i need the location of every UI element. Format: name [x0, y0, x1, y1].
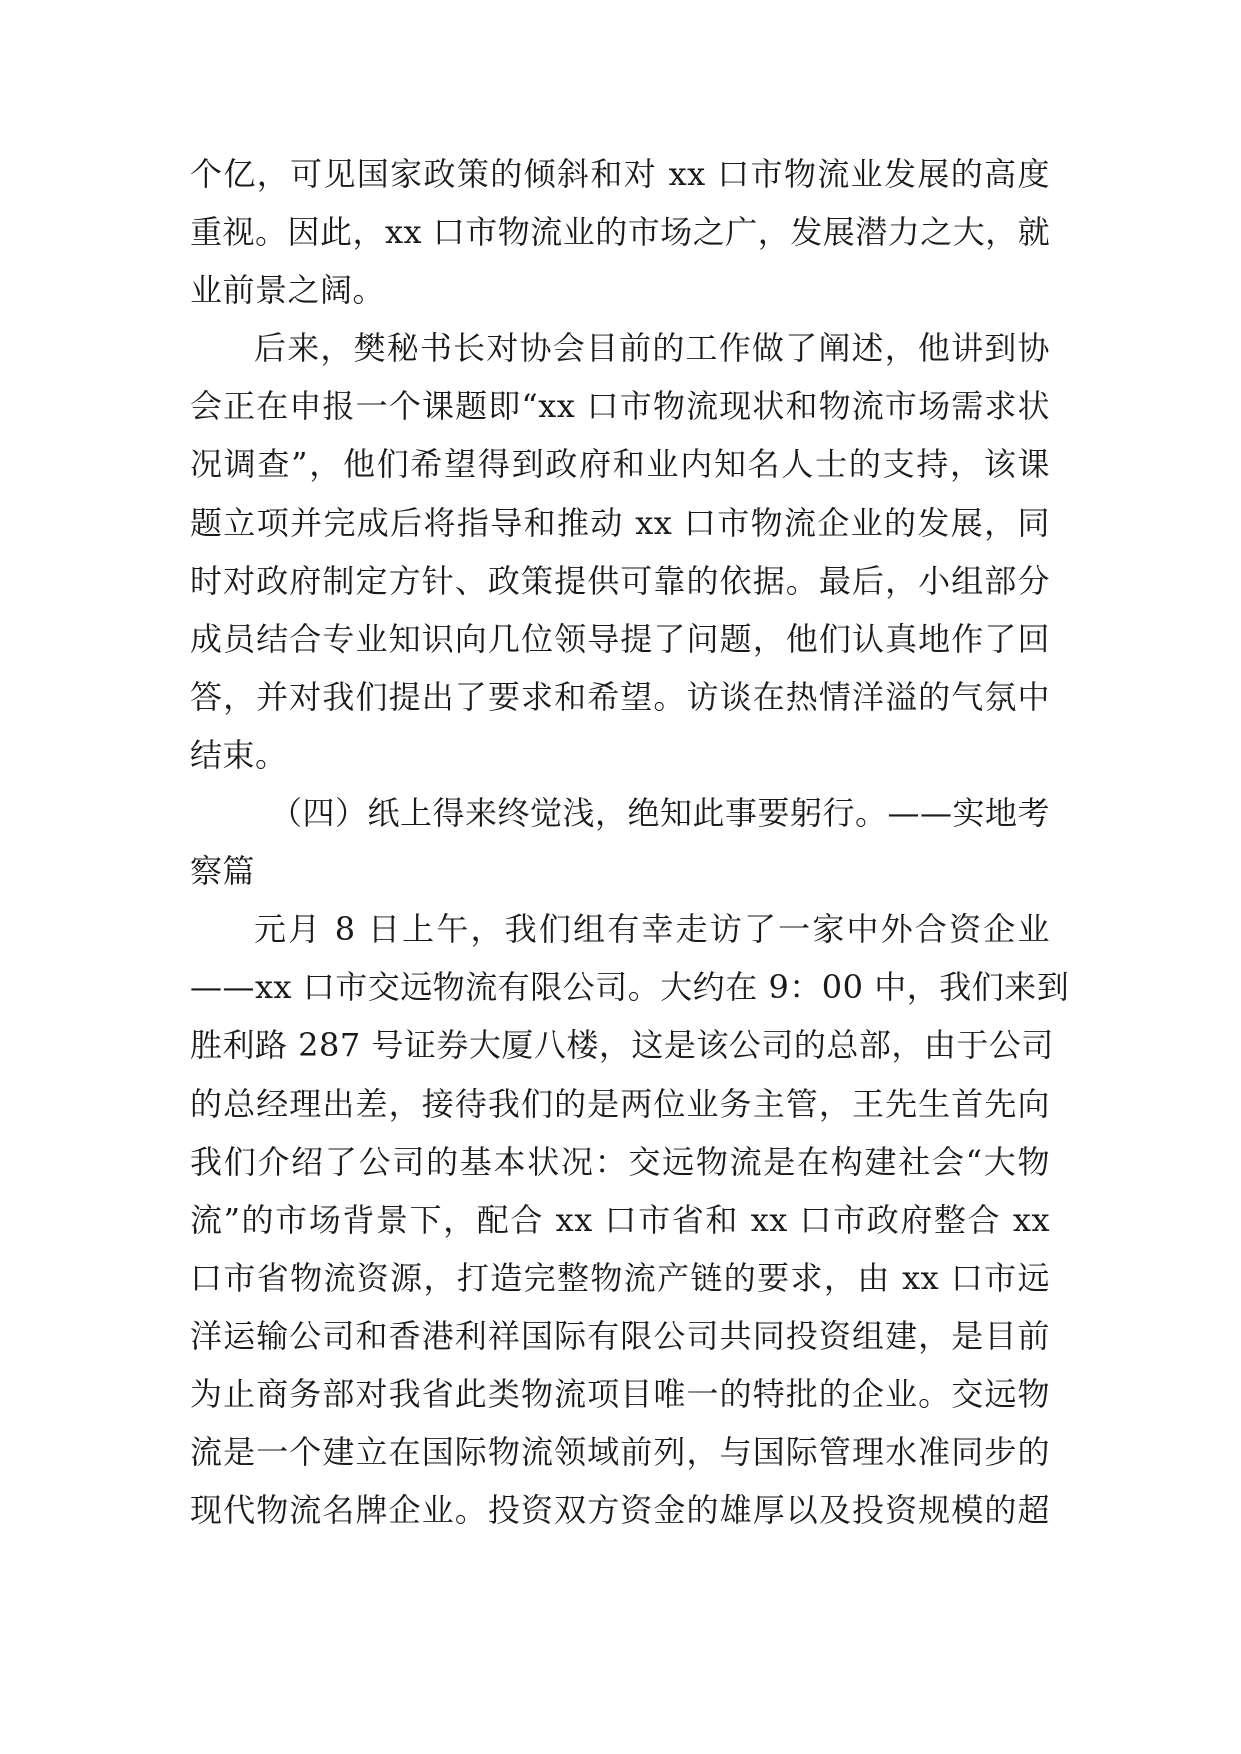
text-line: 况调查”，他们希望得到政府和业内知名人士的支持，该课 — [190, 445, 1050, 484]
text-line: 个亿，可见国家政策的倾斜和对 xx 口市物流业发展的高度 — [190, 155, 1050, 193]
text-line: 重视。因此，xx 口市物流业的市场之广，发展潜力之大，就 — [190, 213, 1051, 252]
text-line: 成员结合专业知识向几位领导提了问题，他们认真地作了回 — [190, 619, 1050, 658]
text-line: 我们介绍了公司的基本状况：交远物流是在构建社会“大物 — [190, 1142, 1050, 1181]
text-line: 口市省物流资源，打造完整物流产链的要求，由 xx 口市远 — [190, 1258, 1050, 1297]
text-line: 的总经理出差，接待我们的是两位业务主管，王先生首先向 — [190, 1084, 1050, 1123]
text-line: 题立项并完成后将指导和推动 xx 口市物流企业的发展，同 — [190, 503, 1050, 542]
section-heading — [190, 784, 1050, 900]
text-line: 察篇 — [190, 852, 256, 891]
text-line: 流是一个建立在国际物流领域前列，与国际管理水准同步的 — [190, 1433, 1050, 1472]
paragraph-1 — [190, 145, 1050, 319]
text-line: （四）纸上得来终觉浅，绝知此事要躬行。——实地考 — [270, 794, 1051, 833]
text-line: 胜利路 287 号证券大厦八楼，这是该公司的总部，由于公司 — [190, 1026, 1054, 1065]
text-line: 流”的市场背景下，配合 xx 口市省和 xx 口市政府整合 xx — [190, 1200, 1050, 1239]
text-line: 元月 8 日上午，我们组有幸走访了一家中外合资企业 — [254, 910, 1050, 949]
text-line: 洋运输公司和香港利祥国际有限公司共同投资组建，是目前 — [190, 1316, 1050, 1355]
text-line: 答，并对我们提出了要求和希望。访谈在热情洋溢的气氛中 — [190, 677, 1050, 716]
text-line: 结束。 — [190, 735, 288, 774]
text-line: 时对政府制定方针、政策提供可靠的依据。最后，小组部分 — [190, 561, 1050, 600]
text-line: 后来，樊秘书长对协会目前的工作做了阐述，他讲到协 — [254, 329, 1050, 368]
document-body — [190, 145, 1070, 1539]
text-line: 业前景之阔。 — [190, 271, 386, 310]
text-line: ——xx 口市交远物流有限公司。大约在 9：00 中，我们来到 — [190, 968, 1070, 1007]
text-line: 为止商务部对我省此类物流项目唯一的特批的企业。交远物 — [190, 1374, 1050, 1413]
text-line: 会正在申报一个课题即“xx 口市物流现状和物流市场需求状 — [190, 387, 1050, 426]
paragraph-4 — [190, 900, 1070, 1539]
text-line: 现代物流名牌企业。投资双方资金的雄厚以及投资规模的超 — [190, 1491, 1050, 1530]
paragraph-2 — [190, 319, 1050, 784]
